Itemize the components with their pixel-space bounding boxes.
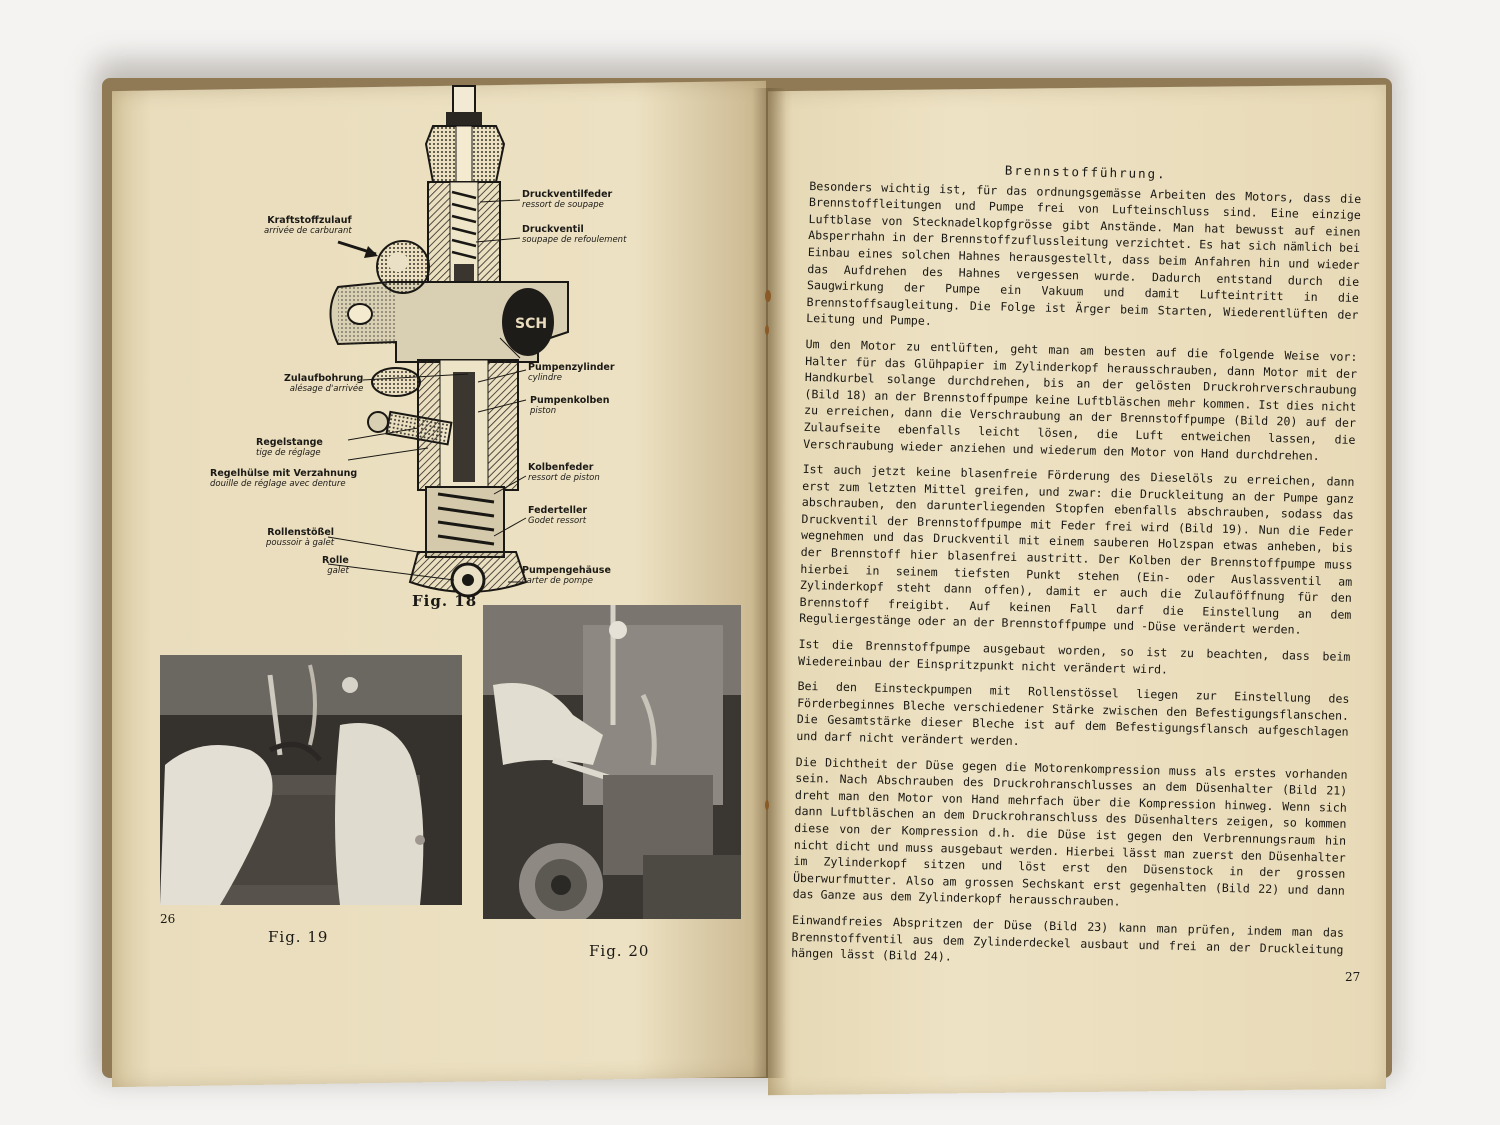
label-de: Pumpenkolben	[530, 395, 610, 406]
label-zulaufbohrung	[284, 374, 363, 394]
label-pumpengehaeuse	[522, 566, 611, 586]
brand-text: SCH	[515, 316, 548, 332]
paragraph: Bei den Einsteckpumpen mit Rollenstössel liegen zur Einstellung des Förderbeginnes Bleche verschiedener Stärke zwischen den Befestigungsflanschen. Die Gesamtstärke dieser Bleche ist auf dem Befestigungsflansch aufgeschlagen und darf nicht verändert werden.	[796, 679, 1350, 749]
label-federteller	[528, 506, 587, 526]
fig18-caption: Fig. 18	[412, 592, 478, 610]
label-fr: cylindre	[528, 372, 562, 383]
label-druckventilfeder	[522, 190, 612, 210]
label-de: Kraftstoffzulauf	[267, 215, 352, 226]
fig19-photo	[160, 655, 462, 905]
left-page-number: 26	[160, 912, 176, 926]
label-rolle	[322, 556, 349, 576]
label-fr: galet	[327, 565, 349, 576]
paragraph: Einwandfreies Abspritzen der Düse (Bild 23) kann man prüfen, indem man das Brennstoffventil aus dem Zylinderdeckel ausbaut und frei an der Druckleitung hängen lässt (Bild 24).	[791, 912, 1345, 964]
label-regelstange	[256, 438, 323, 458]
label-de: Druckventil	[522, 224, 584, 235]
label-fr: ressort de piston	[528, 472, 600, 483]
label-de: Kolbenfeder	[528, 462, 594, 473]
paragraph: Um den Motor zu entlüften, geht man am besten auf die folgende Weise vor: Halter für das Glühpapier im Zylinderkopf herausschrauben, dann Motor mit der Handkurbel solange durchdrehen, bis an der gelösten Druckrohrverschraubung (Bild 18) an der Brennstoffpumpe keine Luftbläschen mehr kommen. Ist dies nicht zu erreichen, dann die Verschraubung an der Brennstoffpumpe (Bild 20) auf der Zulaufseite ebenfalls leicht lösen, die Luft entweichen lassen, die Verschraubung wieder anziehen und wiederum den Motor von Hand durchdrehen.	[803, 336, 1358, 463]
staple-mark	[765, 800, 769, 810]
label-fr: carter de pompe	[522, 575, 593, 586]
label-pumpenkolben	[530, 396, 609, 416]
label-de: Zulaufbohrung	[284, 373, 364, 384]
fig19-caption: Fig. 19	[268, 928, 329, 946]
paragraph: Besonders wichtig ist, für das ordnungsgemässe Arbeiten des Motors, dass die Brennstoffleitungen und Pumpe frei von Lufteinschluss sind. Eine einzige Luftblase von Stecknadelkopfgrösse gibt Anstände. Man hat bewusst auf einen Absperrhahn in der Brennstoffzuflussleitung verzichtet. Es hat sich nämlich bei Einbau eines solchen Hahnes herausgestellt, dass beim Anfahren hin und wieder das Aufdrehen des Hahnes vergessen wurde. Dadurch entstand durch die Saugwirkung der Pumpe ein Vakuum und damit Lufteintritt in die Brennstoffsaugleitung. Die Folge ist Ärger beim Starten, Wiederentlüften der Leitung und Pumpe.	[806, 178, 1362, 329]
label-de: Regelhülse mit Verzahnung	[210, 468, 358, 479]
staple-mark	[765, 290, 771, 302]
label-fr: Godet ressort	[528, 515, 587, 526]
label-de: Rolle	[322, 555, 349, 566]
label-rollenstoessel	[266, 528, 334, 548]
wrench-on-pump-photo	[483, 605, 741, 919]
label-kraftstoffzulauf	[264, 216, 352, 236]
section-title: Brennstofführung.	[1004, 162, 1167, 182]
label-druckventil	[522, 225, 626, 245]
paragraph: Ist auch jetzt keine blasenfreie Förderung des Dieselöls zu erreichen, dann erst zum letzten Mittel greifen, und zwar: die Druckleitung an der Pumpe ganz abschrauben, den darunterliegenden Stopfen ebenfalls abschrauben, sodass das Druckventil der Brennstoffpumpe mit Feder frei wird (Bild 19). Nun die Feder wegnehmen und das Druckventil mit einem sauberen Holzspan etwas anheben, bis der Brennstoff hier blasenfrei austritt. Der Kolben der Brennstoffpumpe muss hierbei in seinem tiefsten Punkt stehen (Ein- oder Auslassventil am Zylinderkopf steht dann offen), damit er auch die Zulauföffnung für den Brennstoff freigibt. Auf keinen Fall darf die Einstellung an dem Reguliergestänge oder an der Brennstoffpumpe und -Düse verändert werden.	[798, 462, 1355, 638]
paragraph: Die Dichtheit der Düse gegen die Motorenkompression muss als erstes vorhanden sein. Nach Abschrauben des Druckrohranschlusses an dem Düsenhalter (Bild 21) dreht man den Motor von Hand mehrfach über die Kompression hinweg. Wenn sich dann Luftbläschen an dem Druckrohranschluss des Düsenhalters zeigen, so kommen diese von der Kompression d.h. die Düse ist gegen den Verbrennungsraum hin nicht dicht und muss ausgebaut werden. Hierbei lässt man zuerst den Düsenhalter im Zylinderkopf sitzen und löst erst den Düsenstock in der grossen Überwurfmutter. Also am grossen Sechskant erst gegenhalten (Bild 22) und dann das Ganze aus dem Zylinderkopf herausschrauben.	[792, 754, 1348, 909]
label-fr: alésage d'arrivée	[289, 383, 364, 394]
label-regelhuelse	[210, 469, 357, 489]
label-fr: arrivée de carburant	[264, 225, 352, 236]
staple-mark	[765, 325, 769, 335]
label-de: Druckventilfeder	[522, 189, 613, 200]
label-de: Pumpenzylinder	[528, 362, 615, 373]
fig20-caption: Fig. 20	[589, 942, 650, 960]
label-de: Pumpengehäuse	[522, 565, 611, 576]
label-fr: piston	[530, 405, 557, 416]
label-de: Regelstange	[256, 437, 323, 448]
label-fr: soupape de refoulement	[522, 234, 627, 245]
label-fr: poussoir à galet	[266, 537, 335, 548]
hands-adjusting-pump-photo	[160, 655, 462, 905]
label-de: Rollenstößel	[267, 527, 335, 538]
right-page-number: 27	[1345, 970, 1361, 984]
fig20-photo	[483, 605, 741, 919]
right-page-text	[791, 158, 1362, 983]
label-fr: ressort de soupape	[522, 199, 604, 210]
label-pumpenzylinder	[528, 363, 615, 383]
paragraph: Ist die Brennstoffpumpe ausgebaut worden, so ist zu beachten, dass beim Wiedereinbau der Einspritzpunkt nicht verändert wird.	[797, 636, 1351, 677]
label-de: Federteller	[528, 505, 588, 516]
label-kolbenfeder	[528, 463, 600, 483]
label-fr: tige de réglage	[256, 447, 321, 458]
book-gutter	[752, 88, 786, 1078]
label-fr: douille de réglage avec denture	[210, 478, 346, 489]
